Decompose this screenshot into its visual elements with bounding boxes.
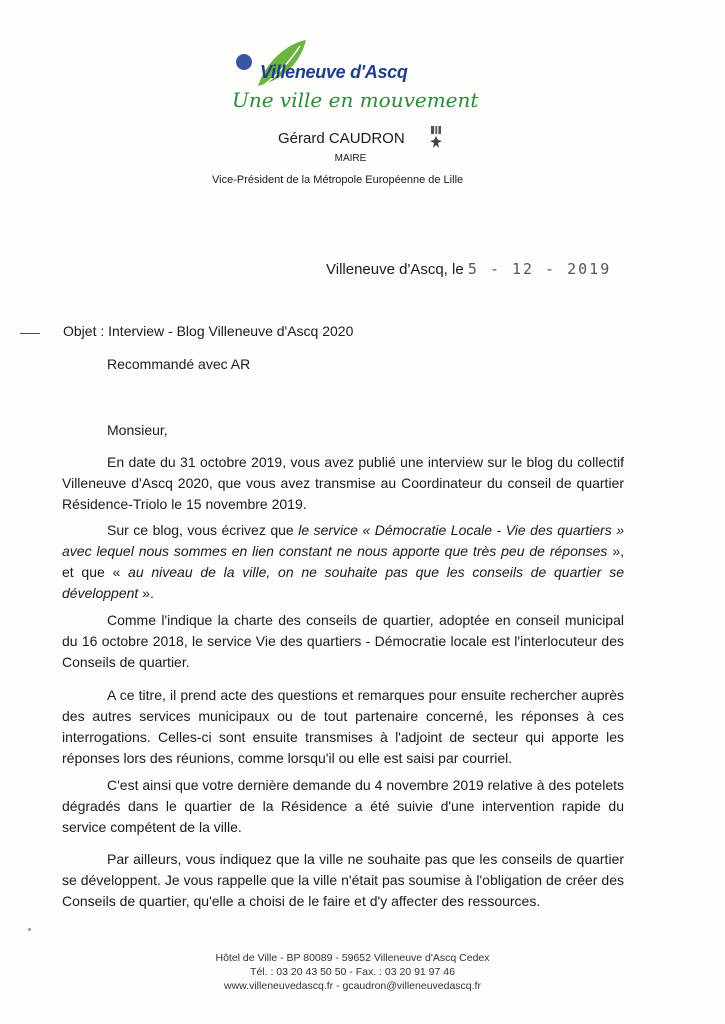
ball-icon xyxy=(236,54,252,70)
mayor-title: MAIRE xyxy=(334,153,367,164)
paragraph-6: Par ailleurs, vous indiquez que la ville ne souhaite pas que les conseils de quartier se développent. Je vous rappelle que la ville n'était pas soumise à l'obligation de créer des Conseils de quartier, qu'elle a choisi de le faire et d'y affecter des ressources. xyxy=(62,851,624,909)
footer-address: Hôtel de Ville - BP 80089 - 59652 Villeneuve d'Ascq Cedex xyxy=(215,952,490,964)
footer-phone: Tél. : 03 20 43 50 50 - Fax. : 03 20 91 97 46 xyxy=(250,966,455,978)
p2-text-e: ». xyxy=(138,585,154,601)
p2-quote-2: au niveau de la ville, on ne souhaite pas que les conseils de quartier se développent xyxy=(62,564,624,601)
footer-web: www.villeneuvedascq.fr - gcaudron@villeneuvedascq.fr xyxy=(224,980,481,992)
place: Villeneuve d'Ascq, le xyxy=(326,261,468,278)
fold-mark xyxy=(20,333,40,334)
p2-text-c: », et que « xyxy=(62,543,624,580)
paragraph-3: Comme l'indique la charte des conseils de quartier, adoptée en conseil municipal du 16 octobre 2018, le service Vie des quartiers - Démocratie locale est l'interlocuteur des Conseils de quartier. xyxy=(62,612,624,670)
paragraph-5: C'est ainsi que votre dernière demande du 4 novembre 2019 relative à des potelets dégradés dans le quartier de la Résidence a été suivie d'une intervention rapide du service compétent de la ville. xyxy=(62,777,624,835)
paragraph-2 xyxy=(62,520,624,604)
p2-quote-1: le service « Démocratie Locale - Vie des quartiers » avec lequel nous sommes en lien constant ne nous apporte que très peu de réponses xyxy=(62,522,625,559)
medal-icon xyxy=(430,126,442,154)
p2-text-a: Sur ce blog, vous écrivez que xyxy=(107,522,299,538)
handwritten-date: 5 - 12 - 2019 xyxy=(467,260,612,278)
logo-slogan: Une ville en mouvement xyxy=(232,88,479,112)
paragraph-1: En date du 31 octobre 2019, vous avez publié une interview sur le blog du collectif Villeneuve d'Ascq 2020, que vous avez transmise au Coordinateur du conseil de quartier Résidence-Triolo le 15 novembre 2019. xyxy=(62,454,624,512)
paragraph-4: A ce titre, il prend acte des questions et remarques pour ensuite rechercher auprès des autres services municipaux ou de tout partenaire concerné, les réponses à ces interrogations. Celles-ci sont ensuite transmises à l'adjoint de secteur qui apporte les réponses lors des réunions, comme lorsqu'il ou elle est saisi par courriel. xyxy=(62,687,624,766)
subject-line: Objet : Interview - Blog Villeneuve d'Ascq 2020 xyxy=(63,323,354,339)
delivery-mode: Recommandé avec AR xyxy=(107,356,251,372)
scan-speck xyxy=(28,928,31,931)
place-date-line xyxy=(326,260,611,278)
mayor-name: Gérard CAUDRON xyxy=(278,130,405,147)
salutation: Monsieur, xyxy=(107,422,168,438)
footer xyxy=(0,951,725,993)
mayor-vp: Vice-Président de la Métropole Européenne de Lille xyxy=(212,174,464,186)
logo-name: Villeneuve d'Ascq xyxy=(260,62,408,82)
